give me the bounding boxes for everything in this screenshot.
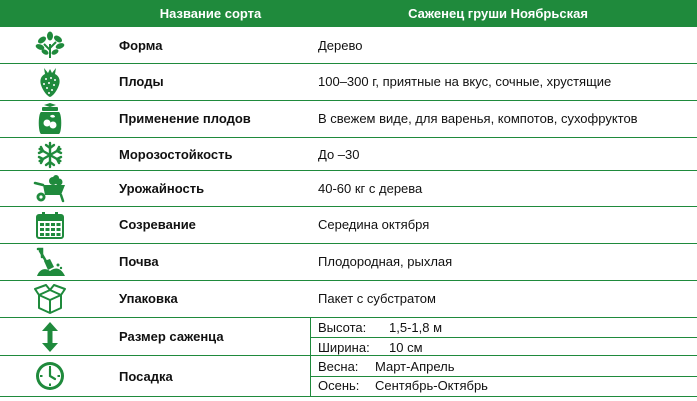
table-row-seedling-size bbox=[0, 318, 697, 356]
row-value-shape: Дерево bbox=[318, 38, 363, 53]
width-value: 10 см bbox=[389, 340, 423, 355]
subrow-divider bbox=[310, 337, 697, 338]
row-value-ripening: Середина октября bbox=[318, 217, 430, 232]
row-name-soil: Почва bbox=[119, 254, 159, 269]
jar-icon bbox=[31, 102, 69, 136]
row-name-usage: Применение плодов bbox=[119, 111, 251, 126]
row-name-packaging: Упаковка bbox=[119, 291, 178, 306]
wheelbarrow-icon bbox=[31, 172, 69, 206]
row-value-packaging: Пакет с субстратом bbox=[318, 291, 436, 306]
row-value-yield: 40-60 кг с дерева bbox=[318, 181, 423, 196]
row-name-planting: Посадка bbox=[119, 369, 173, 384]
row-name-seedling-size: Размер саженца bbox=[119, 329, 224, 344]
width-label: Ширина: bbox=[318, 340, 370, 355]
header-variety-name: Название сорта bbox=[159, 6, 262, 21]
row-value-fruits: 100–300 г, приятные на вкус, сочные, хрустящие bbox=[318, 74, 612, 89]
row-value-frost-resistance: До –30 bbox=[318, 147, 360, 162]
spring-label: Весна: bbox=[318, 359, 359, 374]
table-row-frost-resistance bbox=[0, 138, 697, 171]
table-row-yield bbox=[0, 171, 697, 207]
subrow-column-divider bbox=[310, 318, 311, 397]
row-value-usage: В свежем виде, для варенья, компотов, сухофруктов bbox=[318, 111, 638, 126]
table-header bbox=[0, 0, 697, 27]
table-row-usage bbox=[0, 101, 697, 138]
tree-icon bbox=[31, 28, 69, 62]
subrow-divider bbox=[310, 376, 697, 377]
header-product-name: Саженец груши Ноябрьская bbox=[408, 6, 588, 21]
height-value: 1,5-1,8 м bbox=[389, 320, 443, 335]
table-row-ripening bbox=[0, 207, 697, 244]
shovel-icon bbox=[31, 245, 69, 279]
calendar-icon bbox=[31, 208, 69, 242]
autumn-value: Сентябрь-Октябрь bbox=[375, 378, 488, 393]
table-row-soil bbox=[0, 244, 697, 281]
box-icon bbox=[31, 282, 69, 316]
autumn-label: Осень: bbox=[318, 378, 360, 393]
row-name-yield: Урожайность bbox=[119, 181, 205, 196]
table-row-packaging bbox=[0, 281, 697, 318]
table-row-shape bbox=[0, 27, 697, 64]
row-name-ripening: Созревание bbox=[119, 217, 196, 232]
table-row-fruits bbox=[0, 64, 697, 101]
table-row-planting bbox=[0, 356, 697, 397]
row-value-soil: Плодородная, рыхлая bbox=[318, 254, 453, 269]
strawberry-icon bbox=[31, 65, 69, 99]
vertical-arrows-icon bbox=[31, 320, 69, 354]
row-name-fruits: Плоды bbox=[119, 74, 164, 89]
height-label: Высота: bbox=[318, 320, 367, 335]
row-name-shape: Форма bbox=[119, 38, 163, 53]
spring-value: Март-Апрель bbox=[375, 359, 455, 374]
snowflake-icon bbox=[31, 138, 69, 172]
row-name-frost-resistance: Морозостойкость bbox=[119, 147, 233, 162]
clock-icon bbox=[31, 359, 69, 393]
